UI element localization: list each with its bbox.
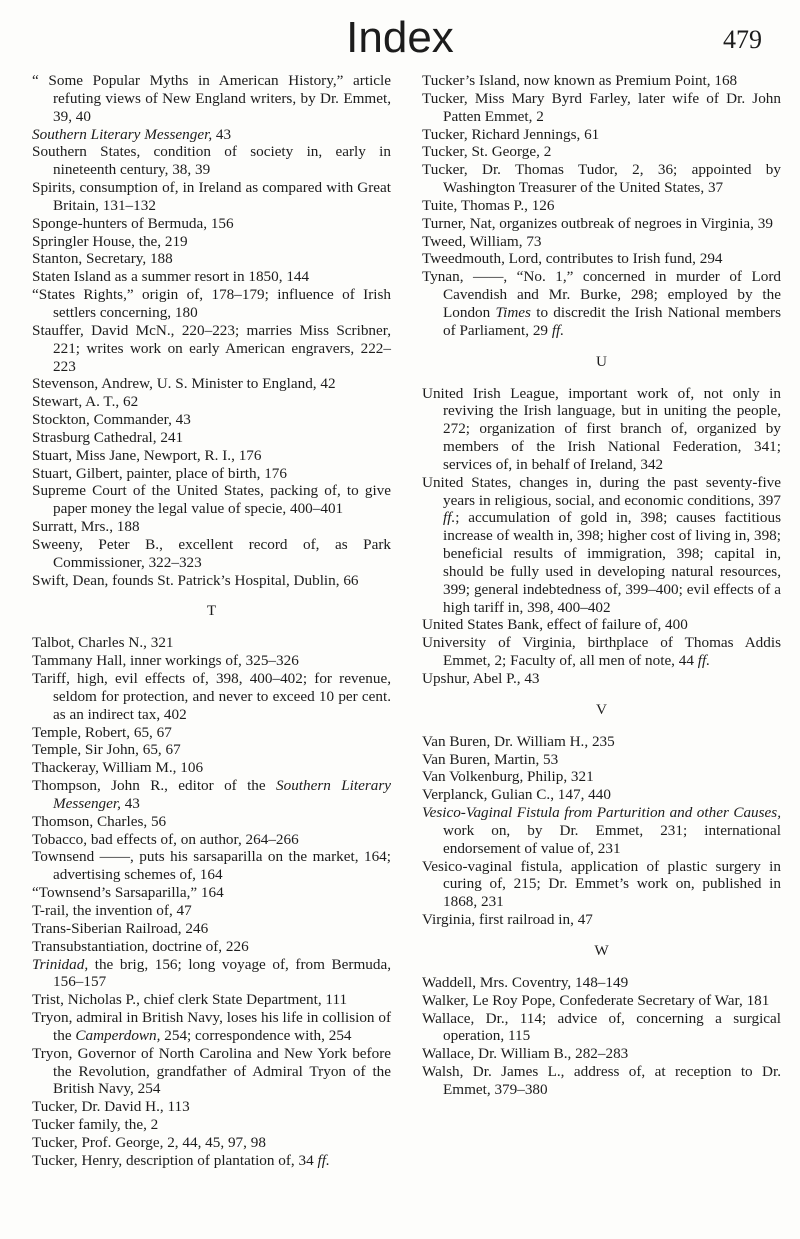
- index-entry: [32, 1009, 391, 1045]
- index-entry: Wallace, Dr. William B., 282–283: [422, 1045, 629, 1063]
- index-entry: Temple, Robert, 65, 67: [32, 723, 172, 741]
- index-entry: Sponge-hunters of Bermuda, 156: [32, 214, 234, 232]
- section-letter-t: T: [206, 602, 217, 620]
- index-entry: Stauffer, David McN., 220–223; marries Miss Scribner, 221; writes work on early American engravers, 222–223: [32, 321, 391, 375]
- index-column-right: [422, 72, 781, 1099]
- index-entry: Walker, Le Roy Pope, Confederate Secretary of War, 181: [422, 991, 770, 1009]
- entry-text: ; accumulation of gold in, 398; causes factitious increase of wealth in, 398; higher cost of living in, 398; beneficial results of immigration, 398; capital in, should be fully used in developing natural resources, 399; general indebtedness of, 399–400; evil effects of a high tariff in, 398, 400–402: [443, 509, 781, 616]
- index-entry: Virginia, first railroad in, 47: [422, 911, 593, 929]
- index-entry: Tucker, Dr. Thomas Tudor, 2, 36; appointed by Washington Treasurer of the United States, 37: [422, 161, 781, 197]
- entry-italic: Southern Literary Messenger,: [32, 125, 213, 143]
- entry-text: 254; correspondence with, 254: [160, 1026, 352, 1044]
- entry-text: Tucker, Henry, description of plantation of, 34: [32, 1151, 318, 1169]
- index-entry: Tuite, Thomas P., 126: [422, 196, 555, 214]
- index-entry: [422, 634, 781, 670]
- index-entry: [422, 804, 781, 858]
- index-entry: Turner, Nat, organizes outbreak of negroes in Virginia, 39: [422, 214, 773, 232]
- index-entry: [32, 1152, 391, 1170]
- index-entry: Tryon, Governor of North Carolina and New York before the Revolution, grandfather of Admiral Tryon of the British Navy, 254: [32, 1044, 391, 1098]
- index-entry: [32, 126, 391, 144]
- index-entry: Waddell, Mrs. Coventry, 148–149: [422, 973, 629, 991]
- entry-italic: Vesico-Vaginal Fistula from Parturition and other Causes,: [422, 804, 781, 822]
- page-title: Index: [346, 13, 454, 62]
- index-entry: Strasburg Cathedral, 241: [32, 428, 184, 446]
- index-entry: Townsend ——, puts his sarsaparilla on the market, 164; advertising schemes of, 164: [32, 848, 391, 884]
- entry-italic: Southern Literary Messenger,: [53, 777, 392, 812]
- index-entry: Stevenson, Andrew, U. S. Minister to England, 42: [32, 375, 336, 393]
- index-entry: Stockton, Commander, 43: [32, 411, 191, 429]
- entry-text: the brig, 156; long voyage of, from Bermuda, 156–157: [53, 955, 391, 991]
- index-entry: Tariff, high, evil effects of, 398, 400–402; for revenue, seldom for protection, and never to exceed 10 per cent. as an indirect tax, 402: [32, 670, 391, 723]
- index-entry: Tucker, Miss Mary Byrd Farley, later wife of Dr. John Patten Emmet, 2: [422, 89, 781, 125]
- section-letter-w: W: [594, 941, 609, 959]
- entry-italic: ff.: [697, 652, 711, 670]
- index-entry: Stewart, A. T., 62: [32, 393, 139, 411]
- entry-text: 43: [212, 125, 232, 143]
- index-entry: Van Buren, Martin, 53: [422, 750, 559, 768]
- index-entry: [422, 474, 781, 617]
- index-entry: Tobacco, bad effects of, on author, 264–266: [32, 830, 299, 848]
- page-number: 479: [723, 25, 762, 54]
- index-entry: Tucker’s Island, now known as Premium Point, 168: [422, 72, 738, 89]
- index-entry: Vesico-vaginal fistula, application of plastic surgery in curing of, 215; Dr. Emmet’s work on, published in 1868, 231: [422, 857, 781, 911]
- index-entry: Van Buren, Dr. William H., 235: [422, 732, 615, 750]
- entry-italic: ff.: [317, 1151, 330, 1169]
- index-entry: “States Rights,” origin of, 178–179; influence of Irish settlers concerning, 180: [32, 286, 391, 321]
- index-entry: Tucker, St. George, 2: [422, 143, 552, 161]
- index-entry: [32, 956, 391, 992]
- entry-italic: ff.: [443, 509, 456, 527]
- index-entry: Walsh, Dr. James L., address of, at reception to Dr. Emmet, 379–380: [422, 1063, 781, 1098]
- entry-text: to discredit the Irish National members of Parliament, 29: [443, 303, 782, 339]
- section-letter-u: U: [596, 352, 607, 370]
- entry-italic: Camperdown,: [75, 1026, 161, 1044]
- index-entry: Supreme Court of the United States, packing of, to give paper money the legal value of specie, 400–401: [32, 482, 391, 518]
- index-entry: Transubstantiation, doctrine of, 226: [32, 937, 249, 955]
- index-entry: [32, 777, 391, 813]
- entry-italic: ff.: [551, 321, 565, 339]
- index-entry: Tweedmouth, Lord, contributes to Irish fund, 294: [422, 250, 723, 268]
- index-entry: Wallace, Dr., 114; advice of, concerning a surgical operation, 115: [422, 1009, 781, 1045]
- index-entry: Tucker, Dr. David H., 113: [32, 1098, 190, 1116]
- index-entry: Verplanck, Gulian C., 147, 440: [422, 786, 611, 804]
- index-entry: Southern States, condition of society in, early in nineteenth century, 38, 39: [32, 143, 391, 179]
- page-header: [0, 8, 800, 68]
- index-entry: [422, 268, 781, 339]
- index-entry: “Townsend’s Sarsaparilla,” 164: [32, 884, 224, 902]
- index-entry: Tweed, William, 73: [422, 232, 542, 250]
- index-entry: Talbot, Charles N., 321: [32, 634, 174, 652]
- index-entry: Temple, Sir John, 65, 67: [32, 741, 181, 759]
- index-entry: Trans-Siberian Railroad, 246: [32, 919, 209, 937]
- entry-text: 43: [120, 794, 140, 812]
- index-entry: Stuart, Gilbert, painter, place of birth, 176: [32, 464, 287, 482]
- entry-italic: Times: [495, 303, 531, 321]
- index-entry: Spirits, consumption of, in Ireland as compared with Great Britain, 131–132: [32, 179, 391, 214]
- index-entry: United States Bank, effect of failure of, 400: [422, 616, 688, 634]
- entry-text: Tynan, ——, “No. 1,” concerned in murder of Lord Cavendish and Mr. Burke, 298; employed by the London: [422, 268, 781, 321]
- section-letter-v: V: [596, 700, 607, 718]
- index-entry: Stanton, Secretary, 188: [32, 250, 173, 268]
- index-entry: Stuart, Miss Jane, Newport, R. I., 176: [32, 446, 262, 464]
- index-entry: Tammany Hall, inner workings of, 325–326: [32, 652, 299, 670]
- index-entry: Springler House, the, 219: [32, 232, 188, 250]
- index-entry: “ Some Popular Myths in American History,” article refuting views of New England writers, by Dr. Emmet, 39, 40: [32, 72, 391, 125]
- index-entry: Tucker, Prof. George, 2, 44, 45, 97, 98: [32, 1133, 266, 1151]
- entry-text: Thompson, John R., editor of the: [32, 777, 277, 795]
- index-entry: T-rail, the invention of, 47: [32, 901, 192, 919]
- index-entry: Trist, Nicholas P., chief clerk State Department, 111: [32, 991, 348, 1009]
- index-entry: Swift, Dean, founds St. Patrick’s Hospital, Dublin, 66: [32, 571, 359, 589]
- entry-text: work on, by Dr. Emmet, 231; international endorsement of value of, 231: [443, 821, 781, 857]
- index-entry: Tucker, Richard Jennings, 61: [422, 125, 600, 143]
- index-entry: Upshur, Abel P., 43: [422, 670, 540, 687]
- index-entry: Thomson, Charles, 56: [32, 812, 167, 830]
- index-entry: Van Volkenburg, Philip, 321: [422, 768, 594, 786]
- index-entry: Sweeny, Peter B., excellent record of, as Park Commissioner, 322–323: [32, 535, 391, 571]
- index-entry: Surratt, Mrs., 188: [32, 518, 140, 536]
- index-entry: Tucker family, the, 2: [32, 1116, 159, 1134]
- index-entry: Thackeray, William M., 106: [32, 759, 204, 777]
- entry-text: University of Virginia, birthplace of Thomas Addis Emmet, 2; Faculty of, all men of note, 44: [422, 634, 781, 670]
- entry-text: Tryon, admiral in British Navy, loses his life in collision of the: [32, 1009, 391, 1044]
- index-column-left: [32, 72, 391, 1170]
- entry-italic: Trinidad,: [32, 955, 89, 973]
- entry-text: United States, changes in, during the past seventy-five years in religious, social, and economic conditions, 397: [422, 473, 781, 509]
- index-entry: Staten Island as a summer resort in 1850, 144: [32, 268, 310, 286]
- index-entry: United Irish League, important work of, not only in reviving the Irish language, but in uniting the people, 272; organization of first branch of, organized by members of the Irish National Federation, 341; services of, in behalf of Ireland, 342: [422, 384, 781, 473]
